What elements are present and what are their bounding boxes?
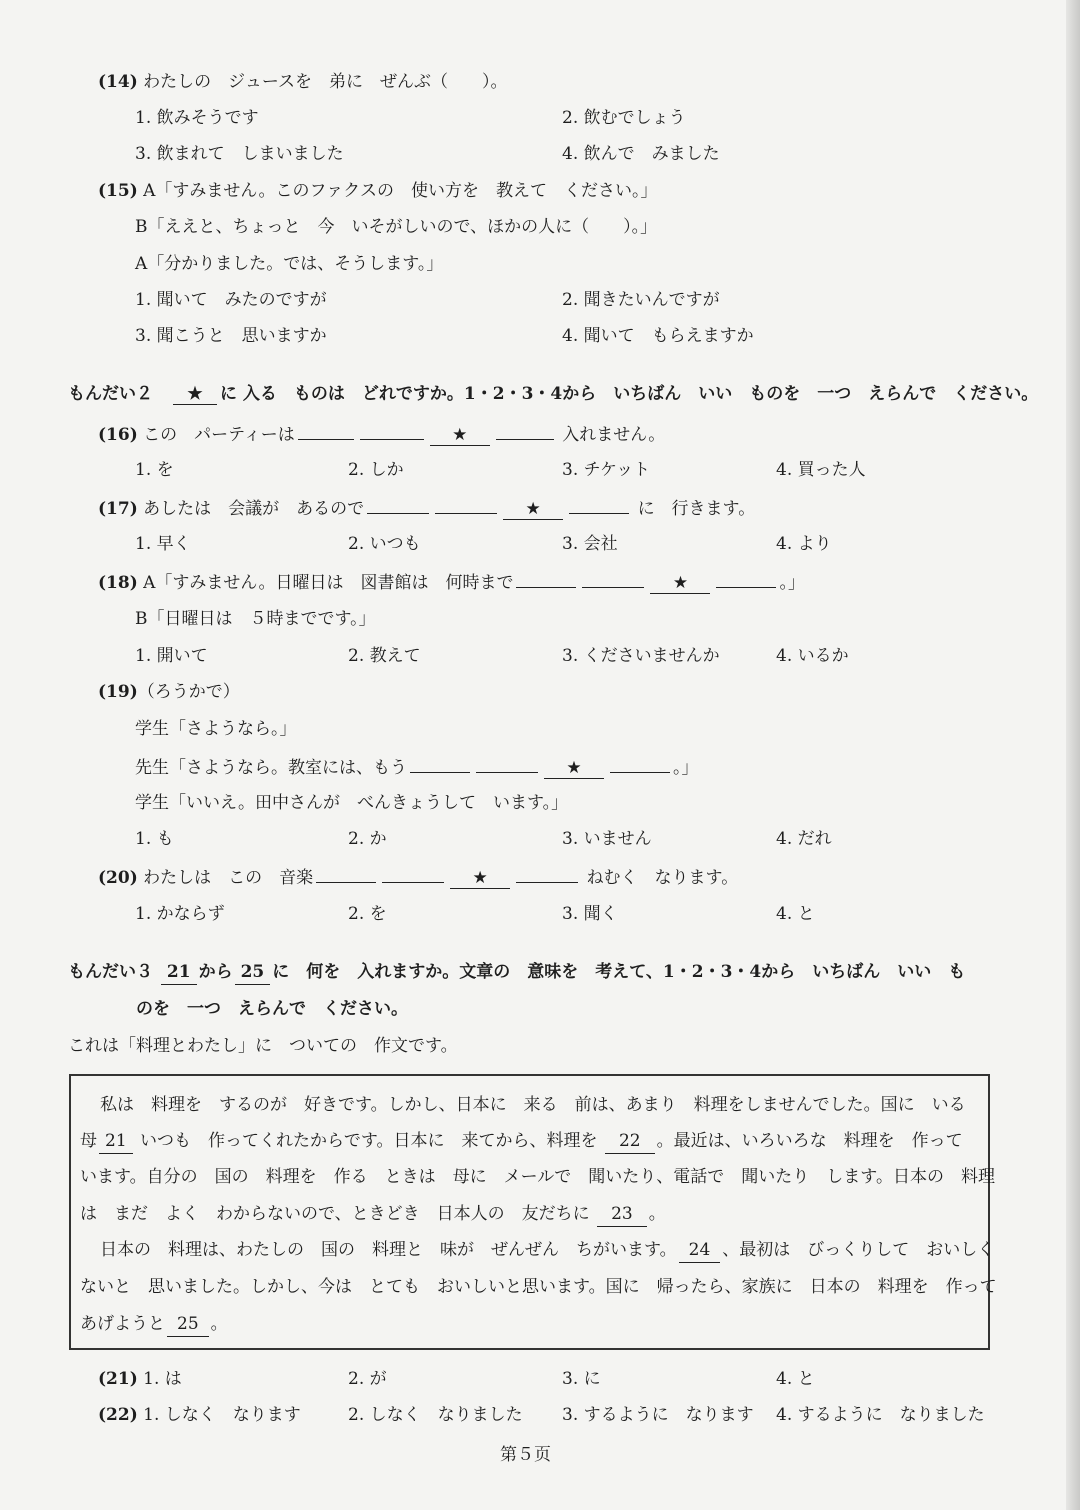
essay-line: 私は 料理を するのが 好きです。しかし、日本に 来る 前は、あまり 料理をしませんでした。国に いる bbox=[100, 1095, 966, 1115]
section-label: もんだい３ bbox=[68, 962, 153, 982]
option: 4. 買った人 bbox=[776, 460, 866, 480]
essay-text: は まだ よく わからないので、ときどき 日本人の 友だちに bbox=[80, 1204, 590, 1224]
section-instructions-cont: のを 一つ えらんで ください。 bbox=[136, 999, 408, 1019]
question-stem-pre: わたしは この 音楽 bbox=[143, 868, 314, 888]
question-18 bbox=[98, 569, 805, 595]
dialogue-line: A「すみません。このファクスの 使い方を 教えて ください。」 bbox=[143, 181, 658, 201]
option: 3. 聞く bbox=[562, 904, 618, 924]
blank-24: 24 bbox=[679, 1238, 721, 1263]
option: 4. いるか bbox=[776, 646, 849, 666]
essay-text: 、最初は びっくりして おいしく bbox=[722, 1240, 995, 1260]
essay-text: 。 bbox=[210, 1314, 228, 1334]
star-icon: ★ bbox=[650, 573, 710, 594]
option: 4. と bbox=[776, 1369, 815, 1389]
star-icon: ★ bbox=[173, 384, 217, 405]
dialogue-line: A「分かりました。では、そうします。」 bbox=[135, 254, 444, 274]
question-stem-post: 。」 bbox=[673, 758, 699, 778]
question-20 bbox=[98, 864, 738, 890]
page-number: 第５页 bbox=[500, 1445, 551, 1465]
question-number: (14) bbox=[98, 72, 138, 92]
blank-number: 25 bbox=[235, 960, 271, 985]
question-17 bbox=[98, 495, 755, 521]
question-stem: わたしの ジュースを 弟に ぜんぶ（ ）。 bbox=[143, 72, 508, 92]
option: 3. チケット bbox=[562, 460, 651, 480]
blank-22: 22 bbox=[605, 1129, 655, 1154]
option: 2. 教えて bbox=[348, 646, 421, 666]
blank-number: 21 bbox=[161, 960, 197, 985]
answer-blank bbox=[367, 495, 429, 514]
essay-line bbox=[80, 1129, 963, 1154]
dialogue-line: 学生「いいえ。田中さんが べんきょうして います。」 bbox=[135, 793, 569, 813]
option: 1. かならず bbox=[135, 904, 225, 924]
essay-line: ないと 思いました。しかし、今は とても おいしいと思います。国に 帰ったら、家族に 日本の 料理を 作って bbox=[80, 1277, 997, 1297]
option: 2. しか bbox=[348, 460, 404, 480]
question-number: (18) bbox=[98, 573, 138, 593]
option: 4. と bbox=[776, 904, 815, 924]
answer-blank bbox=[410, 754, 470, 773]
essay-text: 日本の 料理は、わたしの 国の 料理と 味が ぜんぜん ちがいます。 bbox=[100, 1240, 677, 1260]
question-14 bbox=[98, 70, 507, 94]
question-15 bbox=[98, 179, 657, 203]
section-text: から bbox=[198, 962, 233, 982]
option: 1. 早く bbox=[135, 534, 191, 554]
question-number: (17) bbox=[98, 499, 138, 519]
question-number: (16) bbox=[98, 425, 138, 445]
option: 2. いつも bbox=[348, 534, 421, 554]
option: 3. に bbox=[562, 1369, 601, 1389]
star-icon: ★ bbox=[430, 425, 490, 446]
question-21 bbox=[98, 1367, 182, 1391]
answer-blank bbox=[496, 421, 554, 440]
essay-text: 。最近は、いろいろな 料理を 作って bbox=[656, 1131, 963, 1151]
option: 4. するように なりました bbox=[776, 1405, 985, 1425]
essay-text: あげようと bbox=[80, 1314, 165, 1334]
answer-blank bbox=[516, 864, 578, 883]
question-stem-post: 。」 bbox=[779, 573, 805, 593]
essay-text: 母 bbox=[80, 1131, 97, 1151]
star-icon: ★ bbox=[450, 868, 510, 889]
star-icon: ★ bbox=[503, 499, 563, 520]
answer-blank bbox=[298, 421, 354, 440]
section-instructions: に 何を 入れますか。文章の 意味を 考えて、1・2・3・4から いちばん いい も bbox=[272, 962, 966, 982]
answer-blank bbox=[582, 569, 644, 588]
option: 1. も bbox=[135, 829, 174, 849]
option: 2. 聞きたいんですが bbox=[562, 290, 720, 310]
section-label: もんだい２ bbox=[68, 384, 170, 404]
question-stem-pre: A「すみません。日曜日は 図書館は 何時まで bbox=[143, 573, 514, 593]
option: 2. を bbox=[348, 904, 387, 924]
answer-blank bbox=[516, 569, 576, 588]
option: 1. しなく なります bbox=[143, 1405, 301, 1425]
option: 1. 聞いて みたのですが bbox=[135, 290, 327, 310]
question-number: (22) bbox=[98, 1405, 138, 1425]
blank-23: 23 bbox=[597, 1202, 647, 1227]
option: 4. より bbox=[776, 534, 832, 554]
answer-blank bbox=[610, 754, 670, 773]
answer-blank bbox=[476, 754, 538, 773]
option: 1. 開いて bbox=[135, 646, 208, 666]
section-instructions: に 入る ものは どれですか。1・2・3・4から いちばん いい ものを 一つ えらんで ください。 bbox=[220, 384, 1039, 404]
question-stem-pre: あしたは 会議が あるので bbox=[143, 499, 365, 519]
option: 1. は bbox=[143, 1369, 182, 1389]
option: 3. いません bbox=[562, 829, 652, 849]
question-number: (21) bbox=[98, 1369, 138, 1389]
answer-blank bbox=[360, 421, 424, 440]
option: 2. 飲むでしょう bbox=[562, 108, 686, 128]
option: 2. が bbox=[348, 1369, 387, 1389]
passage-intro: これは「料理とわたし」に ついての 作文です。 bbox=[68, 1036, 458, 1056]
blank-25: 25 bbox=[167, 1312, 209, 1337]
question-number: (19) bbox=[98, 682, 138, 702]
question-19 bbox=[98, 680, 240, 704]
option: 3. 聞こうと 思いますか bbox=[135, 326, 327, 346]
question-stem-post: に 行きます。 bbox=[637, 499, 756, 519]
option: 4. 飲んで みました bbox=[562, 144, 720, 164]
dialogue-line: B「ええと、ちょっと 今 いそがしいので、ほかの人に（ ）。」 bbox=[135, 217, 658, 237]
essay-line bbox=[80, 1202, 666, 1227]
option: 3. 飲まれて しまいました bbox=[135, 144, 344, 164]
dialogue-line: B「日曜日は ５時までです。」 bbox=[135, 609, 376, 629]
option: 4. だれ bbox=[776, 829, 832, 849]
star-icon: ★ bbox=[544, 758, 604, 779]
scan-edge bbox=[1066, 0, 1080, 1510]
answer-blank bbox=[716, 569, 776, 588]
option: 1. 飲みそうです bbox=[135, 108, 259, 128]
option: 3. するように なります bbox=[562, 1405, 754, 1425]
answer-blank bbox=[382, 864, 444, 883]
question-stem-pre: この パーティーは bbox=[143, 425, 295, 445]
question-16 bbox=[98, 421, 665, 447]
option: 2. しなく なりました bbox=[348, 1405, 523, 1425]
question-stem-pre: 先生「さようなら。教室には、もう bbox=[135, 758, 407, 778]
option: 4. 聞いて もらえますか bbox=[562, 326, 754, 346]
question-stem-post: 入れません。 bbox=[562, 425, 666, 445]
question-stem-post: ねむく なります。 bbox=[586, 868, 739, 888]
option: 3. 会社 bbox=[562, 534, 618, 554]
answer-blank bbox=[316, 864, 376, 883]
blank-21: 21 bbox=[99, 1129, 133, 1154]
section-3-heading bbox=[68, 960, 965, 985]
dialogue-line bbox=[135, 754, 699, 780]
option: 3. くださいませんか bbox=[562, 646, 720, 666]
question-context: （ろうかで） bbox=[137, 682, 240, 702]
answer-blank bbox=[569, 495, 629, 514]
essay-line bbox=[80, 1312, 228, 1337]
section-2-heading bbox=[68, 382, 1038, 406]
question-number: (20) bbox=[98, 868, 138, 888]
question-number: (15) bbox=[98, 181, 138, 201]
answer-blank bbox=[435, 495, 497, 514]
option: 2. か bbox=[348, 829, 387, 849]
essay-line: います。自分の 国の 料理を 作る ときは 母に メールで 聞いたり、電話で 聞いたり します。日本の 料理 bbox=[80, 1167, 995, 1187]
essay-line bbox=[100, 1238, 994, 1263]
question-22 bbox=[98, 1403, 301, 1427]
essay-text: 。 bbox=[648, 1204, 666, 1224]
option: 1. を bbox=[135, 460, 174, 480]
dialogue-line: 学生「さようなら。」 bbox=[135, 719, 297, 739]
essay-text: いつも 作ってくれたからです。日本に 来てから、料理を bbox=[140, 1131, 598, 1151]
